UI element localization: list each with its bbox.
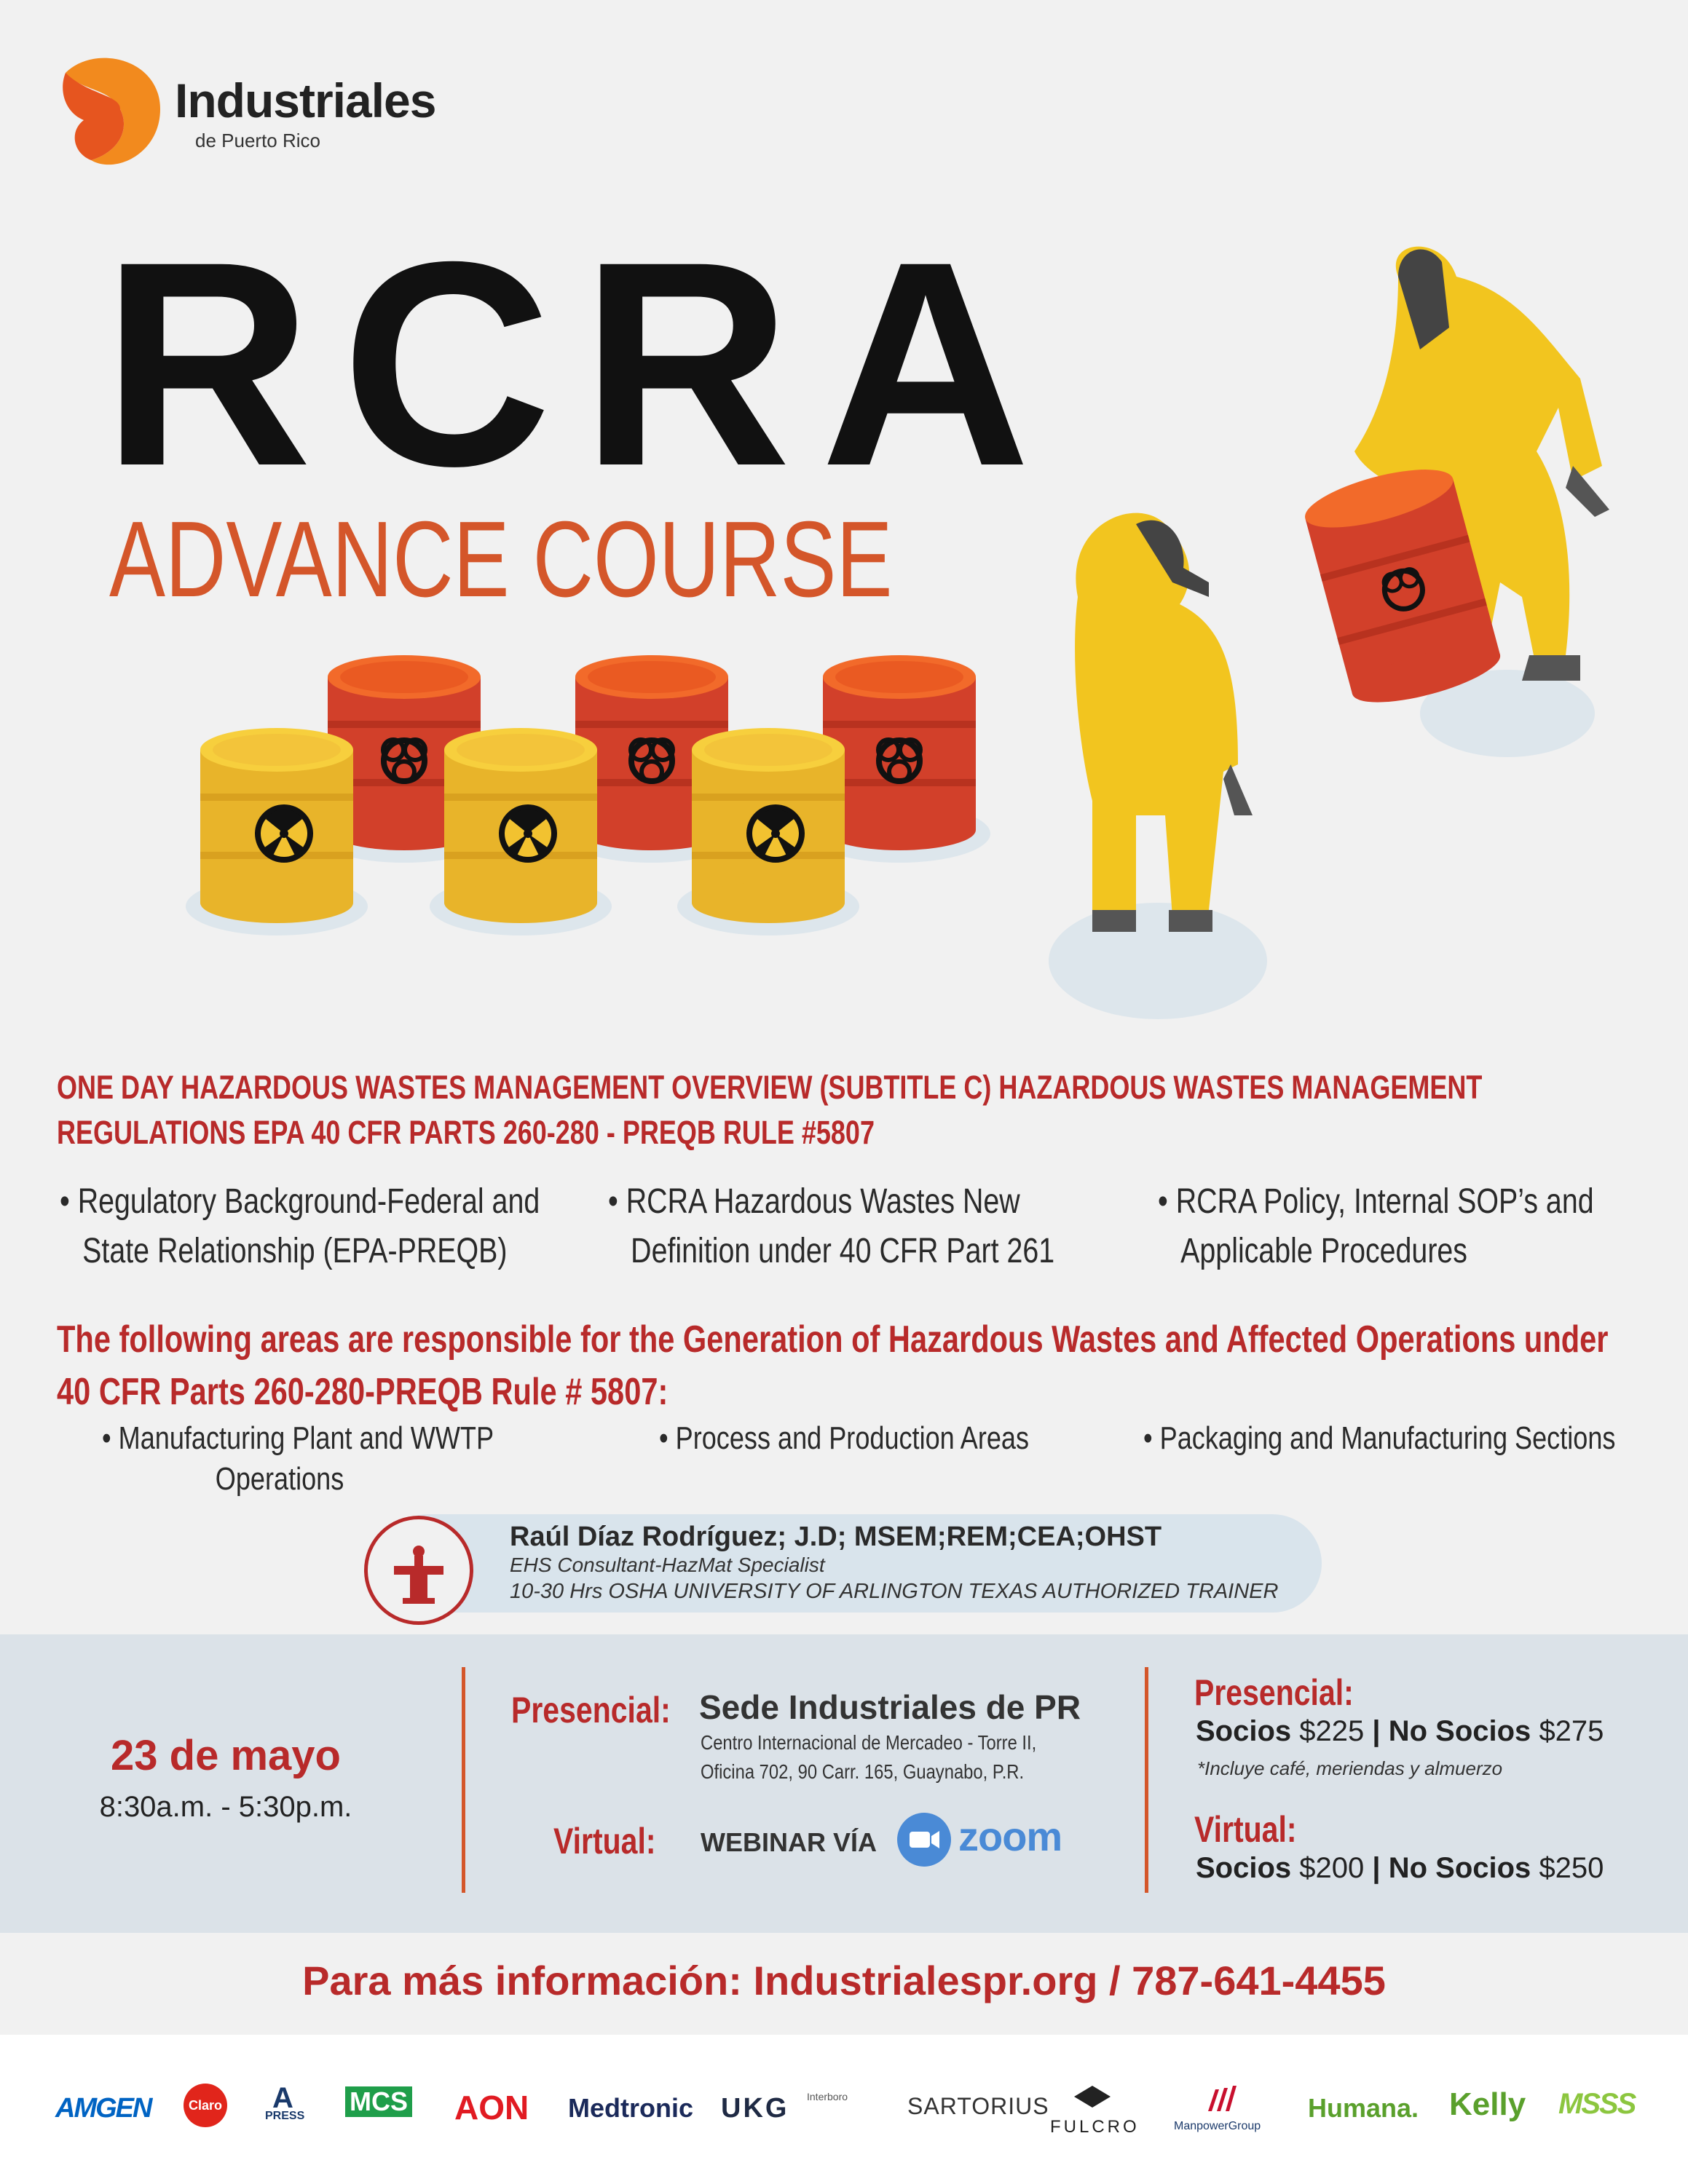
overview-heading-line2: REGULATIONS EPA 40 CFR PARTS 260-280 - PREQB RULE #5807 [57,1114,875,1151]
event-time: 8:30a.m. - 5:30p.m. [99,1791,352,1823]
speaker-cert: 10-30 Hrs OSHA UNIVERSITY OF ARLINGTON TEXAS AUTHORIZED TRAINER [510,1580,1279,1603]
sponsor-mcs: MCS [345,2086,412,2117]
sponsor-manpower: ManpowerGroup [1174,2120,1261,2132]
pricing-virtual-label: Virtual: [1194,1809,1297,1850]
industriales-logo-icon [51,51,175,175]
page-subtitle: ADVANCE COURSE [109,499,893,620]
sponsor-interboro: Interboro [807,2091,848,2102]
manpower-icon [1204,2082,1241,2115]
sponsor-aon: AON [454,2089,529,2126]
overview-bullet-3: • RCRA Policy, Internal SOP’s and Applicable Procedures [1158,1182,1594,1270]
areas-heading-line1: The following areas are responsible for the Generation of Hazardous Wastes and Affected Operations under [57,1318,1609,1361]
brand-name: Industriales [175,74,436,127]
areas-bullet-1: • Manufacturing Plant and WWTP Operations [102,1420,494,1497]
pricing-presencial-label: Presencial: [1194,1672,1354,1713]
areas-heading-line2: 40 CFR Parts 260-280-PREQB Rule # 5807: [57,1371,669,1413]
divider-2 [1145,1667,1148,1893]
venue-name: Sede Industriales de PR [699,1688,1081,1726]
areas-bullet-2: • Process and Production Areas [659,1420,1030,1456]
sponsor-ukg: UKG [721,2093,789,2124]
pricing-virtual: Socios $200 | No Socios $250 [1196,1852,1604,1884]
hazmat-illustration [175,240,1660,1034]
sponsor-kelly: Kelly [1449,2086,1526,2122]
venue-address-line1: Centro Internacional de Mercadeo - Torre II, [701,1731,1037,1754]
webinar-text: WEBINAR VÍA [701,1827,877,1857]
speaker-role: EHS Consultant-HazMat Specialist [510,1554,825,1576]
sponsor-humana: Humana. [1308,2093,1419,2123]
speaker-name: Raúl Díaz Rodríguez; J.D; MSEM;REM;CEA;OHST [510,1522,1162,1552]
brand-tagline: de Puerto Rico [195,130,320,151]
overview-bullet-2: • RCRA Hazardous Wastes New Definition under 40 CFR Part 261 [608,1182,1055,1270]
fulcro-icon [1070,2082,1114,2111]
overview-bullet-1: • Regulatory Background-Federal and State Relationship (EPA-PREQB) [60,1182,540,1270]
sponsor-msss: MSSS [1558,2088,1636,2120]
pricing-presencial: Socios $225 | No Socios $275 [1196,1715,1604,1747]
venue-address-line2: Oficina 702, 90 Carr. 165, Guaynabo, P.R. [701,1760,1025,1783]
sponsor-amgen: AMGEN [55,2093,151,2124]
areas-bullet-3: • Packaging and Manufacturing Sections [1143,1420,1616,1456]
sponsor-claro: Claro [184,2084,227,2127]
sponsor-strip [0,2035,1688,2184]
sponsor-sartorius: SARTORIUS [907,2093,1049,2119]
sponsor-press: PRESS [265,2110,305,2122]
contact-line[interactable]: Para más información: Industrialespr.org / 787-641-4455 [302,1958,1386,2003]
event-info-band [0,1634,1688,1933]
page-title: RCRA [102,201,1060,526]
podium-icon [364,1516,473,1625]
sponsor-medtronic: Medtronic [568,2093,694,2123]
event-date: 23 de mayo [111,1732,341,1779]
sponsor-fulcro: FULCRO [1050,2117,1140,2137]
zoom-logo: zoom [958,1813,1062,1859]
overview-heading-line1: ONE DAY HAZARDOUS WASTES MANAGEMENT OVERVIEW (SUBTITLE C) HAZARDOUS WASTES MANAGEMENT [57,1069,1483,1106]
pricing-note: *Incluye café, meriendas y almuerzo [1197,1757,1503,1779]
presencial-label: Presencial: [511,1690,671,1730]
virtual-label: Virtual: [553,1821,656,1861]
divider-1 [462,1667,465,1893]
zoom-camera-icon [897,1813,951,1867]
press-a-icon: A [272,2082,293,2114]
